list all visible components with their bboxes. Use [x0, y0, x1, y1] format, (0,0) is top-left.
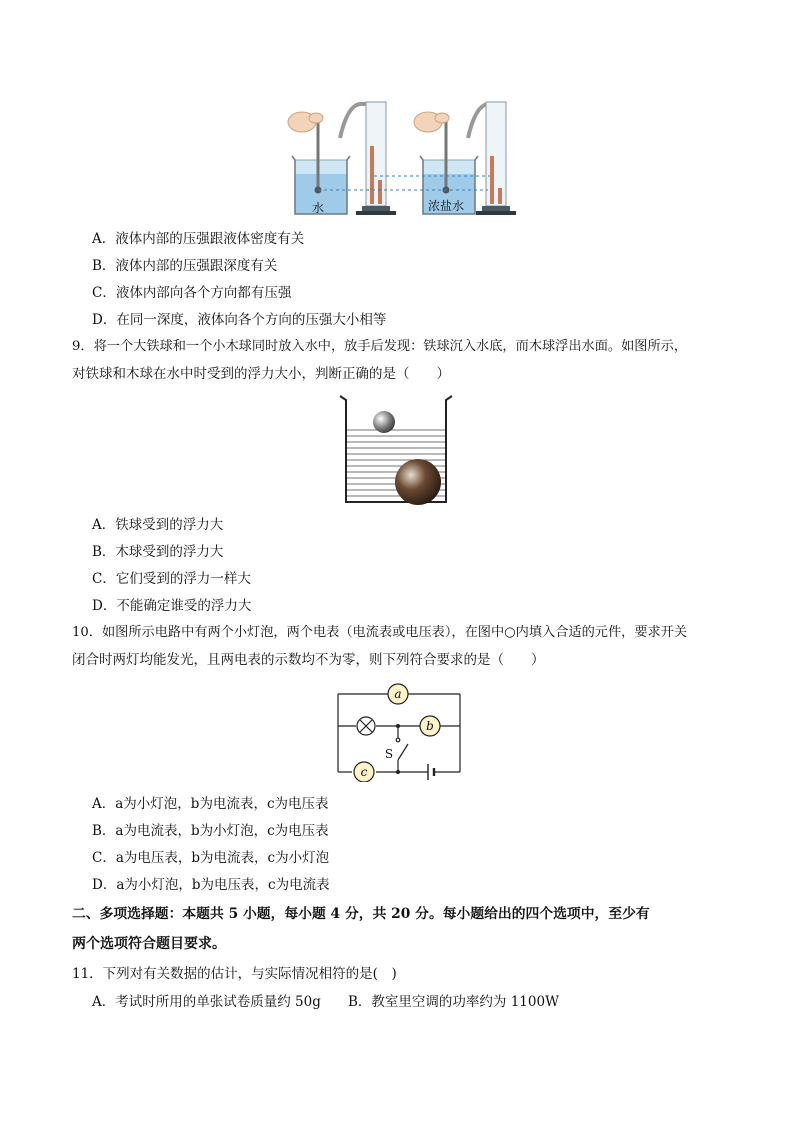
q9-option-d: D．不能确定谁受的浮力大	[92, 598, 252, 614]
section2-heading-line2: 两个选项符合题目要求。	[72, 936, 226, 952]
q10-circuit-figure	[332, 680, 464, 782]
q10-stem-line1: 10．如图所示电路中有两个小灯泡，两个电表（电流表或电压表），在图中○内填入合适的元件，要求开关	[72, 625, 688, 640]
q10-fig-label-b: b	[426, 719, 434, 733]
q8-option-d: D．在同一深度，液体向各个方向的压强大小相等	[92, 312, 387, 328]
q10-option-b: B．a为电流表，b为小灯泡，c为电压表	[92, 823, 329, 839]
q9-option-c: C．它们受到的浮力一样大	[92, 571, 251, 587]
q8-figure	[278, 98, 518, 218]
q9-figure	[336, 392, 456, 508]
q11-stem: 11．下列对有关数据的估计，与实际情况相符的是( )	[72, 966, 397, 982]
q10-option-c: C．a为电压表，b为电流表，c为小灯泡	[92, 850, 330, 866]
q9-option-a: A．铁球受到的浮力大	[92, 517, 224, 533]
q9-stem-line2: 对铁球和木球在水中时受到的浮力大小，判断正确的是（ ）	[72, 366, 450, 382]
q8-option-c: C．液体内部向各个方向都有压强	[92, 285, 292, 301]
q10-stem-line2: 闭合时两灯均能发光，且两电表的示数均不为零，则下列符合要求的是（ ）	[72, 652, 545, 668]
q8-option-a: A．液体内部的压强跟液体密度有关	[92, 231, 305, 247]
q11-option-a: A．考试时所用的单张试卷质量约 50g	[92, 994, 321, 1010]
q8-label-water: 水	[311, 201, 325, 215]
q10-option-a: A．a为小灯泡，b为电流表，c为电压表	[92, 796, 329, 812]
q8-label-brine: 浓盐水	[427, 199, 465, 213]
q10-fig-label-c: c	[360, 765, 368, 779]
q11-option-b: B．教室里空调的功率约为 1100W	[348, 994, 559, 1010]
section2-heading-line1: 二、多项选择题：本题共 5 小题，每小题 4 分，共 20 分。每小题给出的四个选项中，至少有	[72, 906, 650, 922]
q9-option-b: B．木球受到的浮力大	[92, 544, 224, 560]
q10-fig-label-s: S	[384, 747, 394, 761]
q9-stem-line1: 9．将一个大铁球和一个小木球同时放入水中，放手后发现：铁球沉入水底，而木球浮出水面。如图所示，	[72, 339, 688, 354]
q10-option-d: D．a为小灯泡，b为电压表，c为电流表	[92, 877, 330, 893]
q8-option-b: B．液体内部的压强跟深度有关	[92, 258, 278, 274]
q10-fig-label-a: a	[394, 687, 402, 701]
